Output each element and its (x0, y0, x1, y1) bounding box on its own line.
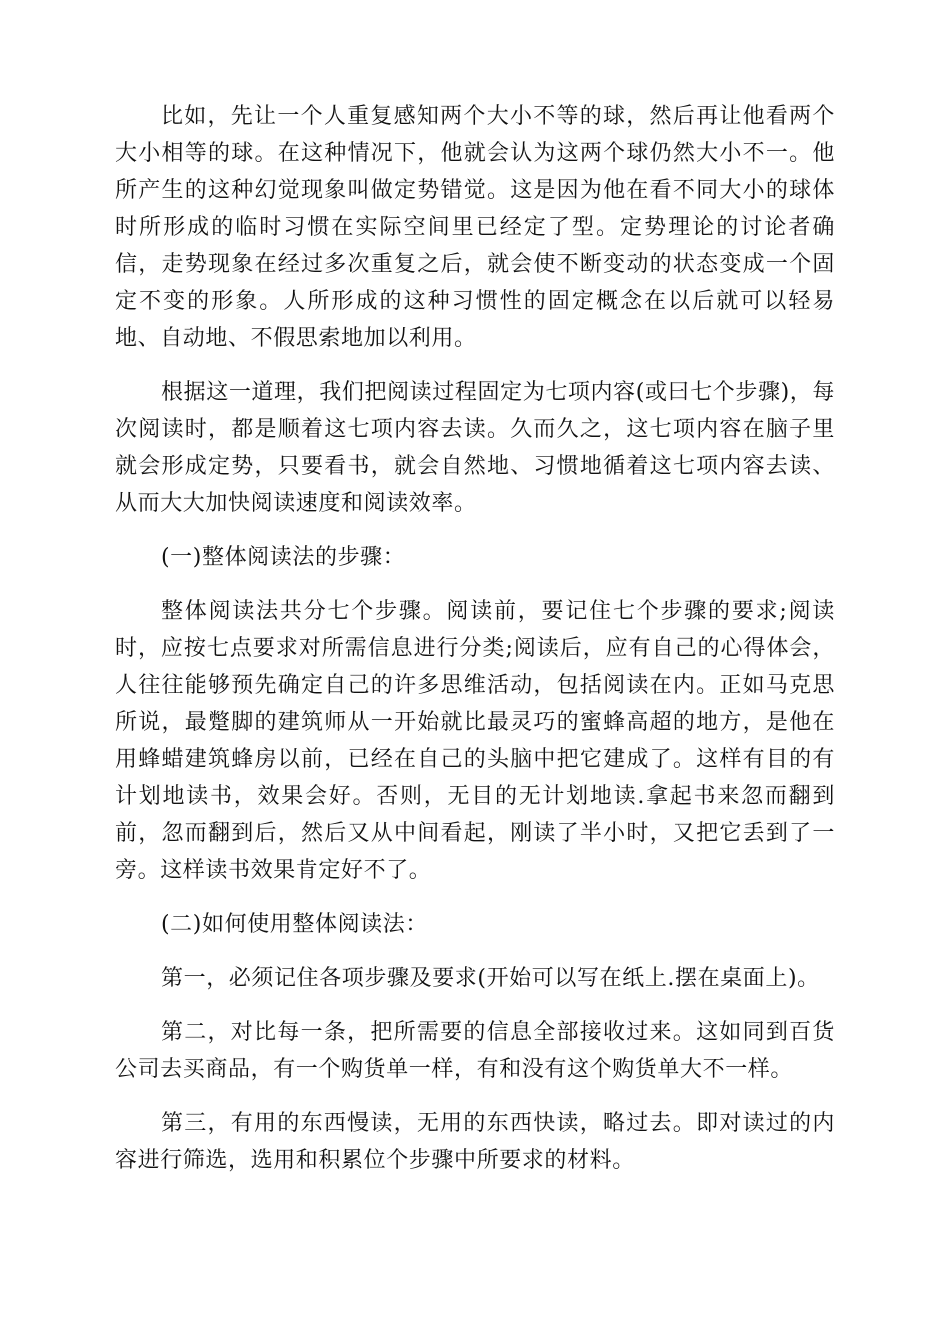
section-heading-usage: (二)如何使用整体阅读法： (161, 912, 428, 937)
paragraph-steps-detail: 整体阅读法共分七个步骤。阅读前，要记住七个步骤的要求;阅读时，应按七点要求对所需信息进行分类;阅读后，应有自己的心得体会，人往往能够预先确定自己的许多思维活动，包括阅读在内。正如马克思所说，最蹩脚的建筑师从一开始就比最灵巧的蜜蜂高超的地方，是他在用蜂蜡建筑蜂房以前，已经在自己的头脑中把它建成了。这样有目的有计划地读书，效果会好。否则，无目的无计划地读.拿起书来忽而翻到前，忽而翻到后，然后又从中间看起，刚读了半小时，又把它丢到了一旁。这样读书效果肯定好不了。 (115, 599, 835, 883)
paragraph-third: 第三，有用的东西慢读，无用的东西快读，略过去。即对读过的内容进行筛选，选用和积累位个步骤中所要求的材料。 (115, 1111, 835, 1173)
paragraph-second: 第二，对比每一条，把所需要的信息全部接收过来。这如同到百货公司去买商品，有一个购货单一样，有和没有这个购货单大不一样。 (115, 1020, 835, 1082)
section-heading-steps: (一)整体阅读法的步骤： (161, 545, 406, 570)
document-page (115, 98, 835, 1196)
paragraph-set-illusion: 比如，先让一个人重复感知两个大小不等的球，然后再让他看两个大小相等的球。在这种情况下，他就会认为这两个球仍然大小不一。他所产生的这种幻觉现象叫做定势错觉。这是因为他在看不同大小的球体时所形成的临时习惯在实际空间里已经定了型。定势理论的讨论者确信，走势现象在经过多次重复之后，就会使不断变动的状态变成一个固定不变的形象。人所形成的这种习惯性的固定概念在以后就可以轻易地、自动地、不假思索地加以利用。 (115, 104, 835, 351)
paragraph-first: 第一，必须记住各项步骤及要求(开始可以写在纸上.摆在桌面上)。 (161, 966, 820, 991)
paragraph-seven-steps: 根据这一道理，我们把阅读过程固定为七项内容(或曰七个步骤)，每次阅读时，都是顺着这七项内容去读。久而久之，这七项内容在脑子里就会形成定势，只要看书，就会自然地、习惯地循着这七项内容去读、从而大大加快阅读速度和阅读效率。 (115, 380, 835, 516)
